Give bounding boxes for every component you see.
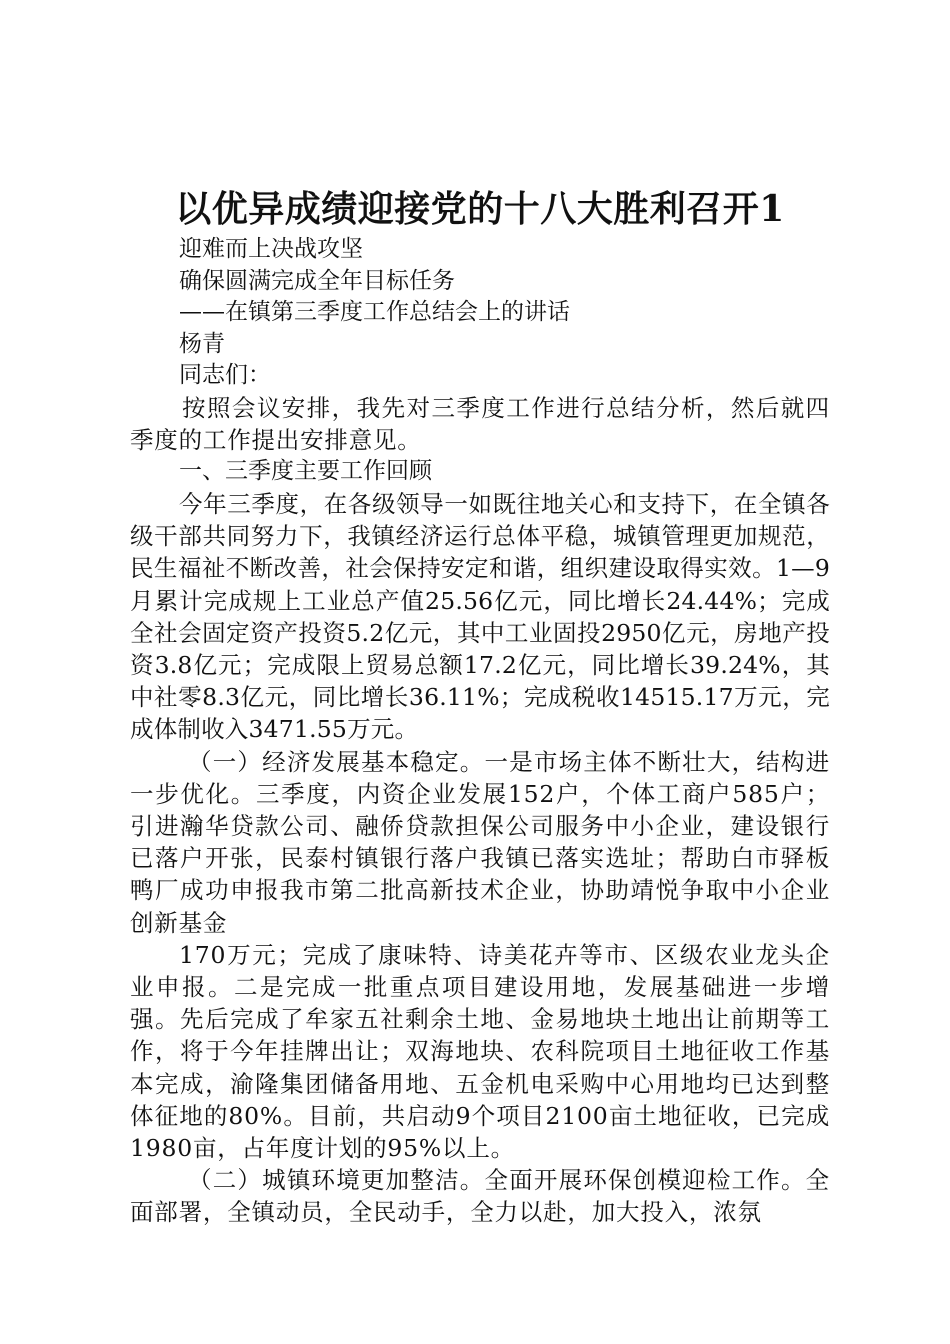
document-page: [130, 186, 830, 1229]
paragraph-economy: （一）经济发展基本稳定。一是市场主体不断壮大，结构进一步优化。三季度，内资企业发展152户，个体工商户585户；引进瀚华贷款公司、融侨贷款担保公司服务中小企业，建设银行已落户开张，民泰村镇银行落户我镇已落实选址；帮助白市驿板鸭厂成功申报我市第二批高新技术企业，协助靖悦争取中小企业创新基金: [130, 747, 830, 937]
document-title: 以优异成绩迎接党的十八大胜利召开1: [175, 188, 785, 230]
paragraph-intro: 按照会议安排，我先对三季度工作进行总结分析，然后就四季度的工作提出安排意见。: [130, 393, 830, 455]
paragraph-projects: 170万元；完成了康味特、诗美花卉等市、区级农业龙头企业申报。二是完成一批重点项目建设用地，发展基础进一步增强。先后完成了牟家五社剩余土地、金易地块土地出让前期等工作，将于今年挂牌出让；双海地块、农科院项目土地征收工作基本完成，渝隆集团储备用地、五金机电采购中心用地均已达到整体征地的80%。目前，共启动9个项目2100亩土地征收，已完成1980亩，占年度计划的95%以上。: [130, 940, 830, 1163]
paragraph-review: 今年三季度，在各级领导一如既往地关心和支持下，在全镇各级干部共同努力下，我镇经济运行总体平稳，城镇管理更加规范，民生福祉不断改善，社会保持安定和谐，组织建设取得实效。1—9月累计完成规上工业总产值25.56亿元，同比增长24.44%；完成全社会固定资产投资5.2亿元，其中工业固投2950亿元，房地产投资3.8亿元；完成限上贸易总额17.2亿元，同比增长39.24%，其中社零8.3亿元，同比增长36.11%；完成税收14515.17万元，完成体制收入3471.55万元。: [130, 489, 830, 744]
salutation: 同志们：: [179, 362, 271, 389]
subtitle-line-1: 迎难而上决战攻坚: [179, 236, 363, 262]
subtitle-line-3: ——在镇第三季度工作总结会上的讲话: [179, 299, 570, 326]
section-heading: 一、三季度主要工作回顾: [179, 458, 432, 485]
subtitle-line-2: 确保圆满完成全年目标任务: [179, 267, 455, 294]
author-name: 杨青: [179, 330, 225, 357]
paragraph-environment: （二）城镇环境更加整洁。全面开展环保创模迎检工作。全面部署，全镇动员，全民动手，全力以赴，加大投入，浓氛: [130, 1166, 830, 1227]
